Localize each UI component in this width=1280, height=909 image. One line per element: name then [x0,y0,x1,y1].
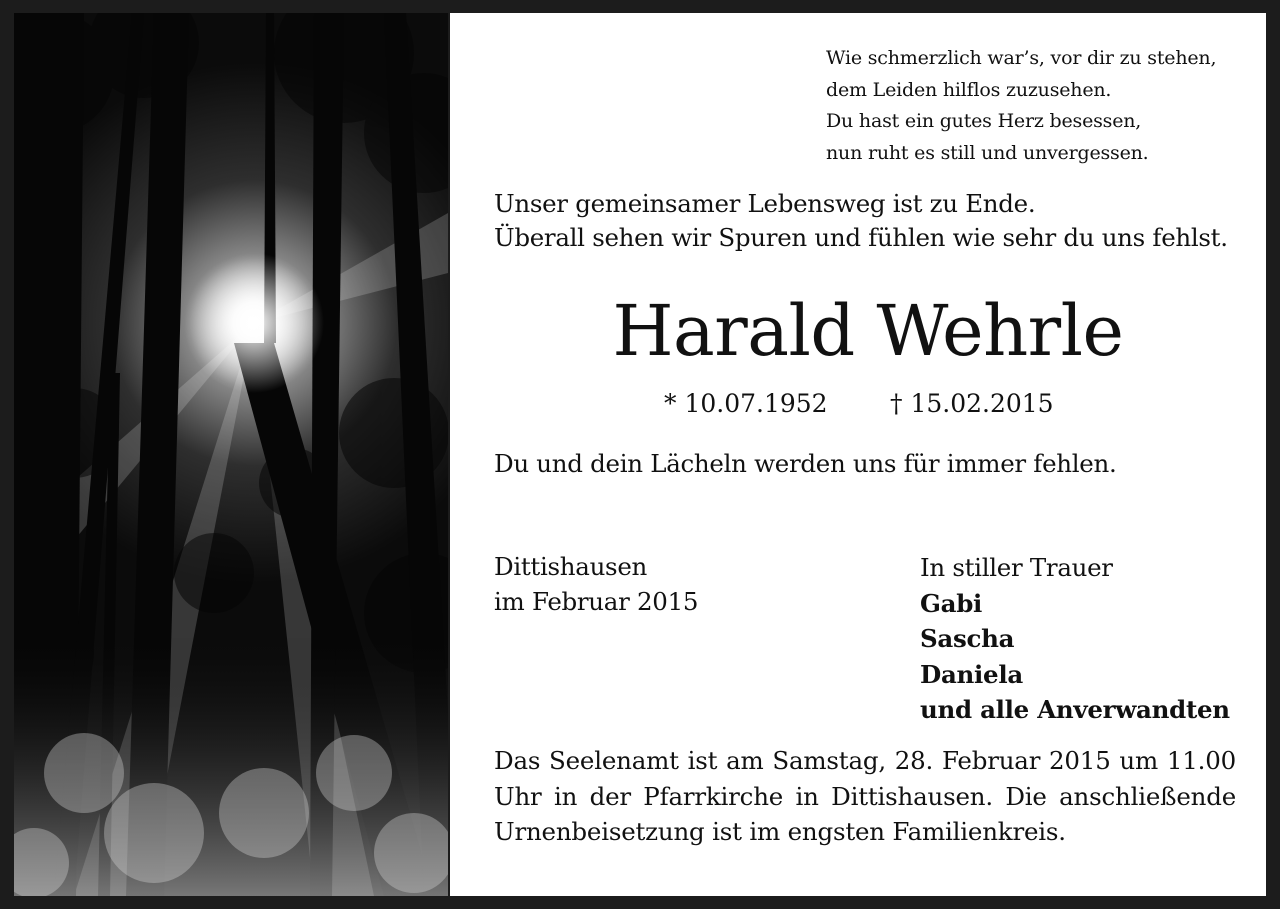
deceased-name: Harald Wehrle [612,290,1124,372]
mourners-list [920,550,1260,728]
date-line: im Februar 2015 [494,586,699,616]
poem-line: Wie schmerzlich war’s, vor dir zu stehen, [826,47,1217,69]
mourner-name: und alle Anverwandten [920,695,1230,724]
obituary-notice [450,13,1266,896]
mourner-name: Sascha [920,624,1015,653]
intro-line: Überall sehen wir Spuren und fühlen wie sehr du uns fehlst. [494,223,1228,252]
intro-text [494,187,1254,255]
birth-date: * 10.07.1952 [664,389,828,418]
mourner-name: Gabi [920,588,983,618]
place-line: Dittishausen [494,552,647,581]
forest-sunlight-photo [14,13,448,896]
memorial-poem [826,43,1256,169]
place-and-date [494,550,874,619]
poem-line: Du hast ein gutes Herz besessen, [826,110,1142,132]
forest-image [14,13,448,896]
poem-line: dem Leiden hilflos zuzusehen. [826,78,1112,101]
mourning-heading: In stiller Trauer [920,553,1113,582]
mourner-name: Daniela [920,659,1023,689]
intro-line: Unser gemeinsamer Lebensweg ist zu Ende. [494,189,1036,218]
poem-line: nun ruht es still und unvergessen. [826,141,1149,164]
closing-line: Du und dein Lächeln werden uns für immer fehlen. [494,449,1117,478]
service-notice: Das Seelenamt ist am Samstag, 28. Februar 2015 um 11.00 Uhr in der Pfarrkirche in Dittishausen. Die anschließende Urnenbeisetzung ist im engsten Familienkreis. [494,746,1236,846]
death-date: † 15.02.2015 [890,389,1054,418]
